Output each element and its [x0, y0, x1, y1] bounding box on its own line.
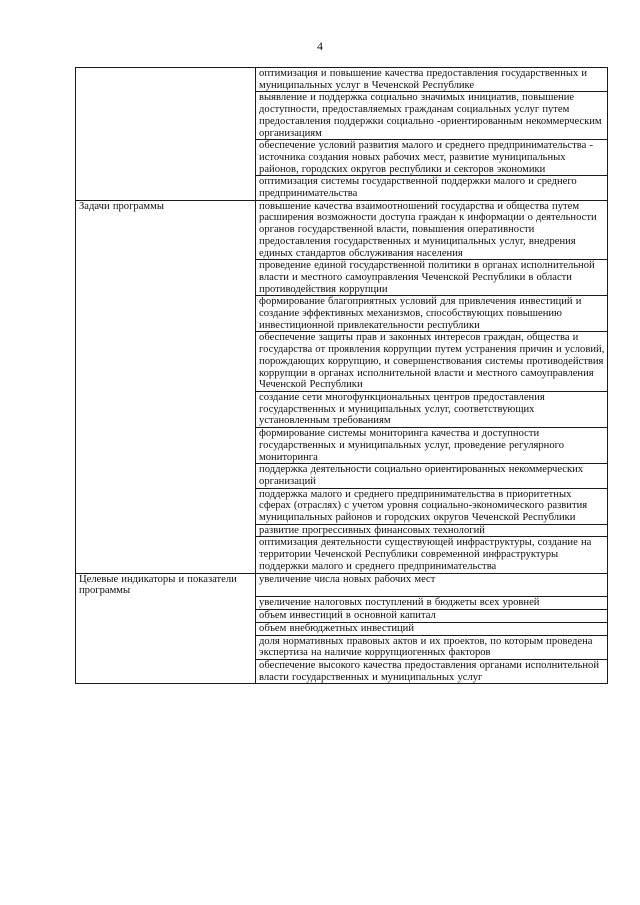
section-label-cell — [76, 296, 256, 332]
section-label-cell — [76, 635, 256, 659]
section-item-cell: увеличение числа новых рабочих мест — [256, 573, 608, 597]
section-label-cell — [76, 391, 256, 427]
table-row — [76, 92, 608, 140]
table-body — [76, 68, 608, 684]
table-row — [76, 537, 608, 573]
table-row — [76, 524, 608, 537]
section-label-cell — [76, 488, 256, 524]
section-item-cell: увеличение налоговых поступлений в бюджеты всех уровней — [256, 597, 608, 610]
section-label-cell — [76, 260, 256, 296]
section-item-cell: оптимизация и повышение качества предоставления государственных и муниципальных услуг в Чеченской Республике — [256, 68, 608, 92]
section-label-cell — [76, 524, 256, 537]
section-item-cell: формирование благоприятных условий для привлечения инвестиций и создание эффективных механизмов, способствующих повышению инвестиционной привлекательности республики — [256, 296, 608, 332]
table-row — [76, 296, 608, 332]
section-label-cell — [76, 622, 256, 635]
page-number: 4 — [317, 39, 323, 53]
section-item-cell: объем инвестиций в основной капитал — [256, 610, 608, 623]
table-row — [76, 659, 608, 683]
table-row — [76, 391, 608, 427]
section-item-cell: поддержка малого и среднего предпринимательства в приоритетных сферах (отраслях) с учетом уровня социально-экономического развития муниципальных районов и городских округов Чеченской Республики — [256, 488, 608, 524]
section-item-cell: объем внебюджетных инвестиций — [256, 622, 608, 635]
section-item-cell: доля нормативных правовых актов и их проектов, по которым проведена экспертиза на наличие коррупциогенных факторов — [256, 635, 608, 659]
section-label-cell — [76, 464, 256, 488]
section-item-cell: обеспечение защиты прав и законных интересов граждан, общества и государства от проявления коррупции путем устранения причин и условий, порождающих коррупцию, и совершенствования системы противодействия коррупции в органах исполнительной власти и местного самоуправления Чеченской Республики — [256, 332, 608, 392]
section-label-cell — [76, 332, 256, 392]
section-label-cell — [76, 92, 256, 140]
table-row — [76, 68, 608, 92]
section-item-cell: развитие прогрессивных финансовых технологий — [256, 524, 608, 537]
section-item-cell: проведение единой государственной политики в органах исполнительной власти и местного самоуправления Чеченской Республики в области противодействия коррупции — [256, 260, 608, 296]
section-item-cell: оптимизация системы государственной поддержки малого и среднего предпринимательства — [256, 176, 608, 200]
section-label-cell — [76, 659, 256, 683]
table-row — [76, 260, 608, 296]
section-label-cell: Задачи программы — [76, 200, 256, 260]
section-item-cell: повышение качества взаимоотношений государства и общества путем расширения возможности доступа граждан к информации о деятельности органов государственной власти, повышения оперативности предоставления государственных и муниципальных услуг, внедрения единых стандартов обслуживания населения — [256, 200, 608, 260]
section-item-cell: обеспечение условий развития малого и среднего предпринимательства - источника создания новых рабочих мест, развитие муниципальных районов, городских округов республики и секторов экономики — [256, 140, 608, 176]
section-item-cell: обеспечение высокого качества предоставления органами исполнительной власти государственных и муниципальных услуг — [256, 659, 608, 683]
table-row — [76, 332, 608, 392]
table-row — [76, 488, 608, 524]
table-row — [76, 597, 608, 610]
section-label-cell — [76, 140, 256, 176]
section-item-cell: поддержка деятельности социально ориентированных некоммерческих организаций — [256, 464, 608, 488]
table-row — [76, 140, 608, 176]
section-label-cell — [76, 537, 256, 573]
section-label-cell — [76, 176, 256, 200]
table-row — [76, 200, 608, 260]
table-row — [76, 610, 608, 623]
table-row — [76, 635, 608, 659]
section-item-cell: формирование системы мониторинга качества и доступности государственных и муниципальных услуг, проведение регулярного мониторинга — [256, 428, 608, 464]
section-label-cell — [76, 68, 256, 92]
section-item-cell: оптимизация деятельности существующей инфраструктуры, создание на территории Чеченской Республики современной инфраструктуры поддержки малого и среднего предпринимательства — [256, 537, 608, 573]
table-row — [76, 622, 608, 635]
section-label-cell — [76, 610, 256, 623]
table-row — [76, 428, 608, 464]
section-item-cell: выявление и поддержка социально значимых инициатив, повышение доступности, предоставляемых гражданам социальных услуг путем предоставления поддержки социально -ориентированным некоммерческим организациям — [256, 92, 608, 140]
table-row — [76, 464, 608, 488]
table-row — [76, 573, 608, 597]
program-passport-table — [75, 67, 608, 684]
table-row — [76, 176, 608, 200]
section-label-cell — [76, 428, 256, 464]
section-label-cell — [76, 597, 256, 610]
section-item-cell: создание сети многофункциональных центров предоставления государственных и муниципальных услуг, соответствующих установленным требованиям — [256, 391, 608, 427]
section-label-cell: Целевые индикаторы и показатели программы — [76, 573, 256, 597]
